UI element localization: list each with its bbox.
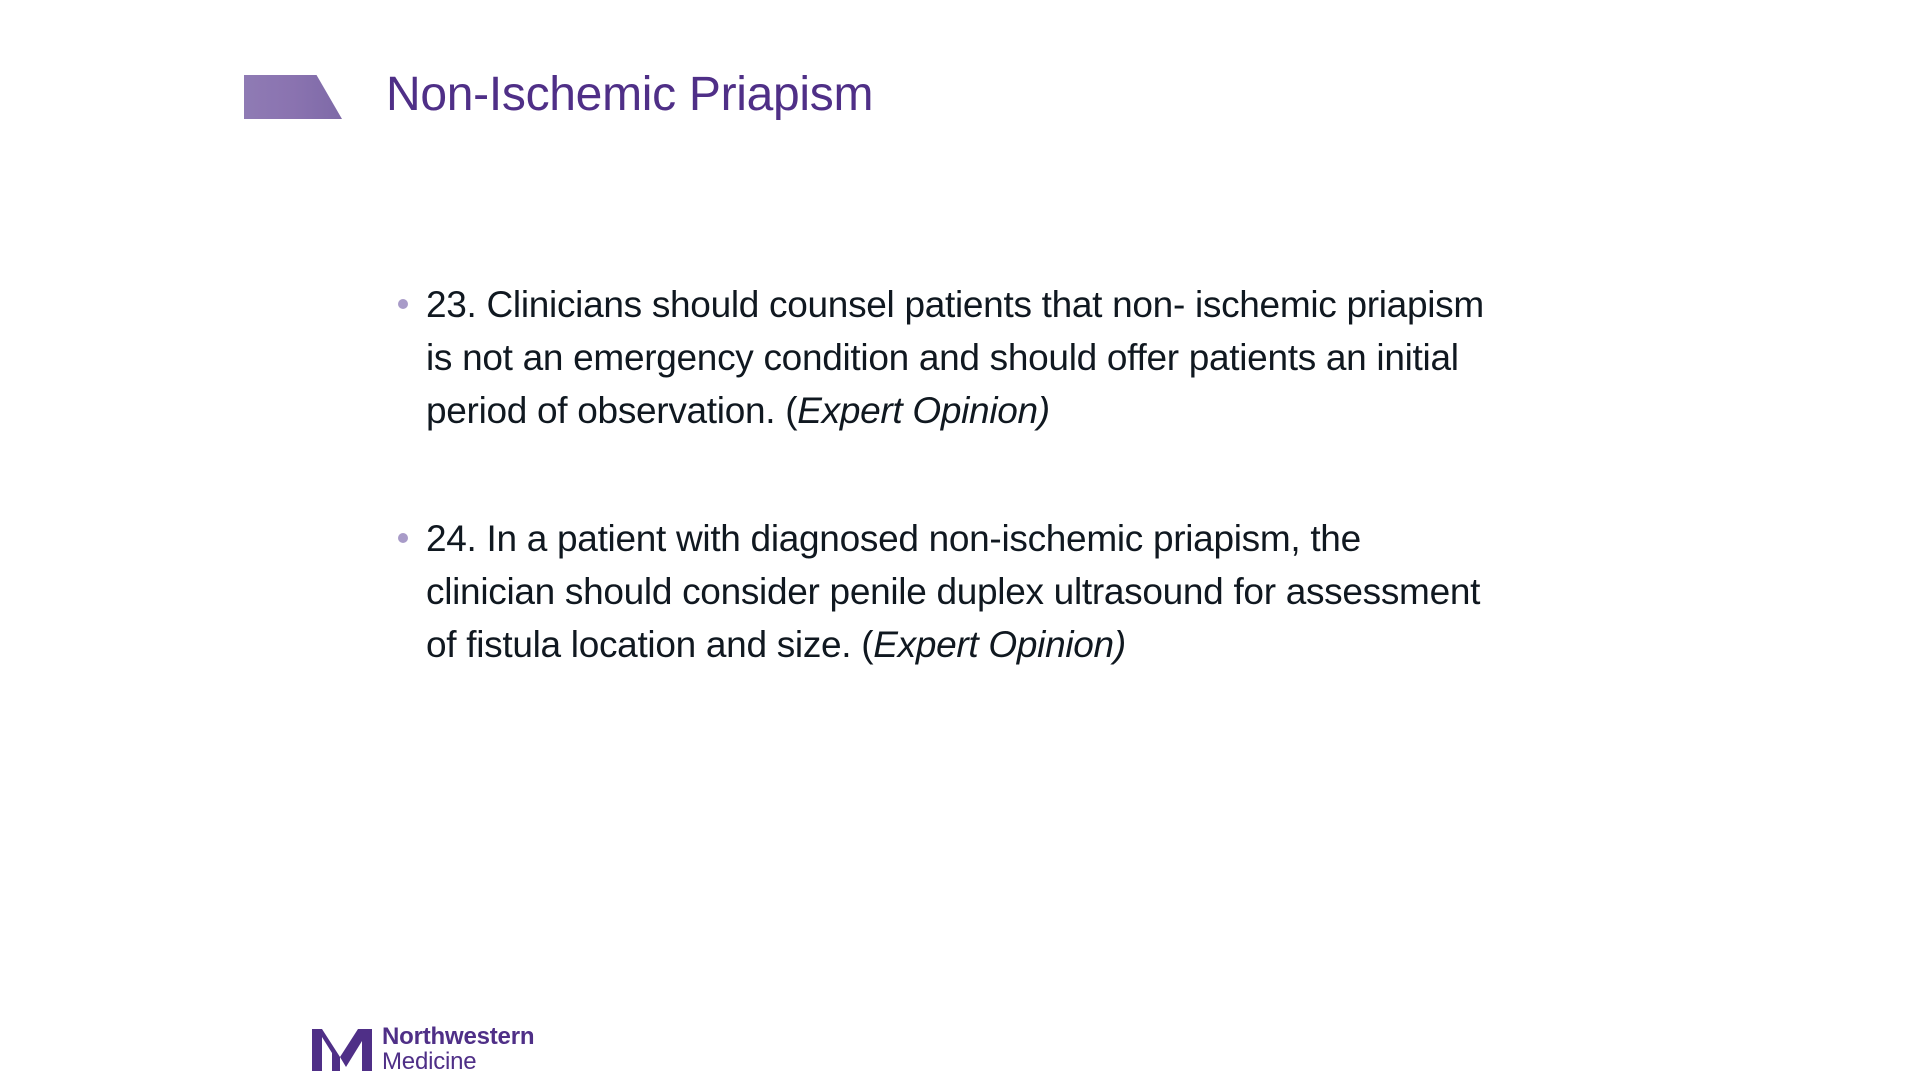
bullet-dot-icon [398,299,408,309]
bullet-text: 23. Clinicians should counsel patients that non- ischemic priapism is not an emergency condition and should offer patients an initial period of observation. ( [426,284,1484,431]
title-accent-bar [244,75,342,119]
evidence-level: Expert Opinion [873,624,1114,665]
logo-text [382,1025,534,1074]
bullet-suffix: ) [1037,390,1050,431]
bullet-suffix: ) [1113,624,1126,665]
northwestern-medicine-logo [310,1025,534,1074]
logo-line-northwestern: Northwestern [382,1023,535,1050]
bullet-list [396,278,1486,671]
logo-line-medicine: Medicine [382,1048,477,1075]
bullet-text: 24. In a patient with diagnosed non-ischemic priapism, the clinician should consider penile duplex ultrasound for assessment of fistula location and size. ( [426,518,1481,665]
bullet-item-24 [396,512,1486,671]
bullet-dot-icon [398,533,408,543]
slide-title: Non-Ischemic Priapism [386,68,874,121]
bullet-item-23 [396,278,1486,437]
nm-logo-icon [310,1027,374,1073]
evidence-level: Expert Opinion [797,390,1038,431]
